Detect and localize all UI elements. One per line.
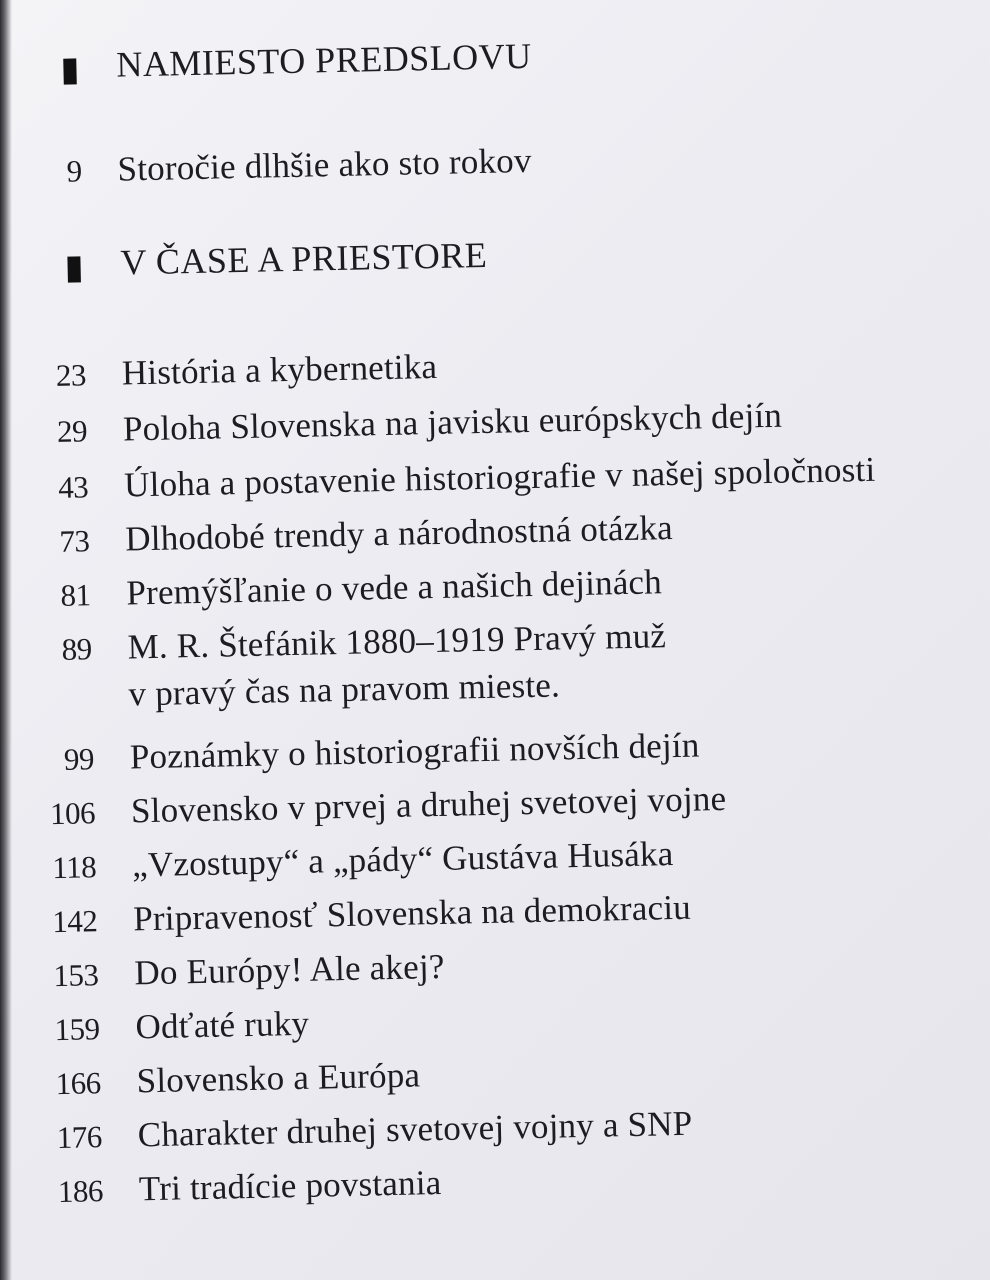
- section-title: NAMIESTO PREDSLOVU: [115, 35, 533, 85]
- page-number: 142: [51, 903, 98, 940]
- page-number: 99: [63, 741, 95, 777]
- entry-title: Poznámky o historiografii novších dejín: [129, 725, 700, 777]
- toc-entry: [52, 1055, 420, 1103]
- square-bullet-icon: [67, 256, 81, 282]
- page-number: 89: [61, 631, 92, 667]
- toc-entry: [55, 1163, 442, 1211]
- toc-entry: [45, 726, 699, 780]
- toc-entry: [33, 141, 532, 191]
- page-number: 9: [66, 153, 82, 189]
- entry-title: Odťaté ruky: [135, 1003, 310, 1047]
- entry-title-line-1: M. R. Štefánik 1880–1919 Pravý muž: [127, 616, 667, 667]
- page-number: 73: [58, 523, 90, 559]
- entry-title: Storočie dlhšie ako sto rokov: [117, 140, 532, 189]
- entry-title: Dlhodobé trendy a národnostná otázka: [124, 508, 674, 559]
- toc-entry: [41, 508, 673, 561]
- entry-title: Slovensko v prvej a druhej svetovej vojne: [130, 778, 727, 831]
- entry-title: Slovensko a Európa: [136, 1055, 421, 1101]
- toc-entry: [39, 396, 783, 452]
- page-number: 186: [57, 1173, 104, 1210]
- entry-title: Do Európy! Ale akej?: [133, 946, 445, 993]
- entry-title: „Vzostupy“ a „pády“ Gustáva Husáka: [131, 834, 674, 885]
- toc-entry: [49, 888, 691, 941]
- page-number: 29: [56, 413, 88, 449]
- page-number: 43: [57, 469, 89, 505]
- toc-entry: [48, 834, 674, 887]
- page-number: 153: [53, 957, 99, 994]
- entry-title: Premýšľanie o vede a našich dejinách: [126, 562, 663, 613]
- toc-entry: [51, 1004, 309, 1049]
- toc-entry: [53, 1104, 692, 1157]
- page-number: 118: [51, 849, 97, 886]
- toc-entry: [47, 779, 727, 833]
- toc-entry: [43, 616, 667, 723]
- entry-title: [127, 616, 667, 721]
- page-number: 176: [56, 1119, 103, 1156]
- entry-title: Charakter druhej svetovej vojny a SNP: [137, 1103, 693, 1155]
- entry-title: História a kybernetika: [121, 346, 438, 393]
- section-heading: [63, 35, 532, 87]
- entry-title: Poloha Slovenska na javisku európskych dejín: [122, 395, 783, 449]
- toc-entry: [37, 347, 437, 395]
- section-title: V ČASE A PRIESTORE: [120, 234, 488, 283]
- square-bullet-icon: [63, 58, 77, 84]
- entry-title: Pripravenosť Slovenska na demokraciu: [132, 887, 692, 939]
- page-number: 166: [55, 1065, 102, 1102]
- entry-title: Tri tradície povstania: [138, 1163, 442, 1209]
- entry-title-line-2: v pravý čas na pravom mieste.: [128, 665, 561, 714]
- entry-title: Úloha a postavenie historiografie v našej spoločnosti: [123, 449, 876, 505]
- page-number: 81: [60, 577, 91, 613]
- toc-entry: [50, 947, 445, 995]
- toc-entry: [42, 562, 662, 615]
- page-number: 106: [49, 795, 96, 832]
- page-number: 23: [55, 357, 87, 393]
- section-heading: [67, 234, 488, 285]
- page-number: 159: [54, 1011, 100, 1048]
- toc-entry: [40, 450, 876, 507]
